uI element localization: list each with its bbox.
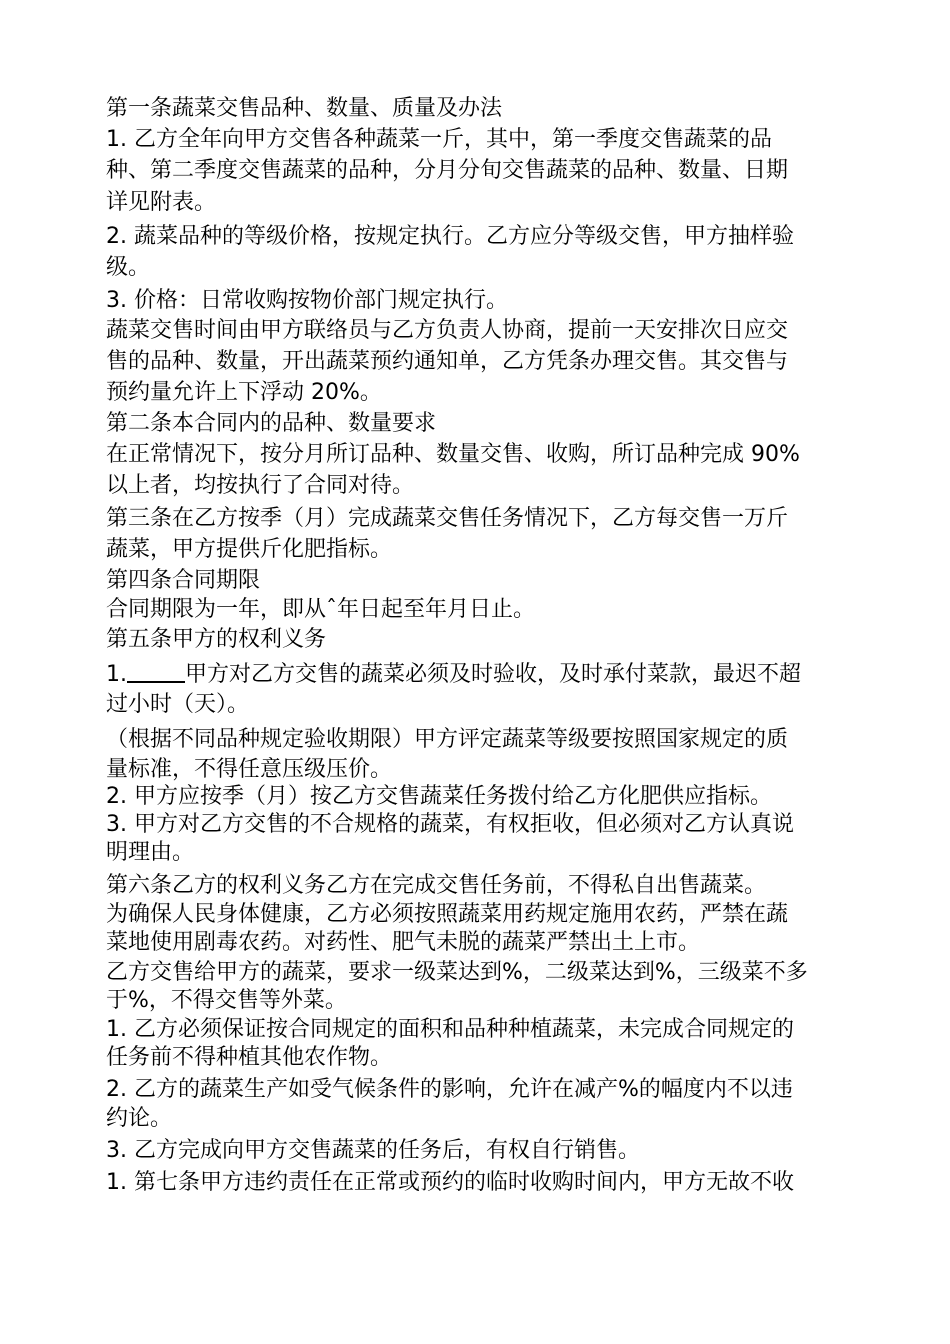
paragraph-line: 于%，不得交售等外菜。 (106, 988, 347, 1013)
paragraph-text: 甲方对乙方交售的蔬菜必须及时验收，及时承付菜款，最迟不超 (185, 662, 802, 687)
paragraph-line: 2. 甲方应按季（月）按乙方交售蔬菜任务拨付给乙方化肥供应指标。 (106, 784, 772, 809)
paragraph-line: 3. 价格：日常收购按物价部门规定执行。 (106, 288, 508, 313)
paragraph-line: 约论。 (106, 1106, 173, 1131)
paragraph-line: 预约量允许上下浮动 20%。 (106, 380, 382, 405)
paragraph-line: 菜地使用剧毒农药。对药性、肥气未脱的蔬菜严禁出土上市。 (106, 930, 701, 955)
item-number: 1. (106, 662, 127, 687)
paragraph-line: 过小时（天）。 (106, 692, 250, 717)
paragraph-line: 蔬菜交售时间由甲方联络员与乙方负责人协商，提前一天安排次日应交 (106, 318, 789, 343)
paragraph-line: 乙方交售给甲方的蔬菜，要求一级菜达到%，二级菜达到%，三级菜不多 (106, 960, 808, 985)
article-4-heading: 第四条合同期限 (106, 568, 261, 593)
paragraph-line: 售的品种、数量，开出蔬菜预约通知单，乙方凭条办理交售。其交售与 (106, 349, 789, 374)
fill-in-blank (127, 659, 185, 683)
paragraph-line-with-blank (106, 659, 866, 690)
paragraph-line: 合同期限为一年，即从ˆ年日起至年月日止。 (106, 597, 536, 622)
paragraph-line: 1. 乙方全年向甲方交售各种蔬菜一斤，其中，第一季度交售蔬菜的品 (106, 127, 772, 152)
paragraph-line: 为确保人民身体健康，乙方必须按照蔬菜用药规定施用农药，严禁在蔬 (106, 902, 789, 927)
article-1-heading: 第一条蔬菜交售品种、数量、质量及办法 (106, 96, 503, 121)
article-2-heading: 第二条本合同内的品种、数量要求 (106, 411, 437, 436)
article-3-line: 第三条在乙方按季（月）完成蔬菜交售任务情况下，乙方每交售一万斤 (106, 506, 789, 531)
paragraph-line: （根据不同品种规定验收期限）甲方评定蔬菜等级要按照国家规定的质 (106, 727, 789, 752)
paragraph-line: 详见附表。 (106, 190, 217, 215)
paragraph-line: 3. 甲方对乙方交售的不合规格的蔬菜，有权拒收，但必须对乙方认真说 (106, 812, 794, 837)
paragraph-line: 3. 乙方完成向甲方交售蔬菜的任务后，有权自行销售。 (106, 1138, 640, 1163)
paragraph-line: 量标准，不得任意压级压价。 (106, 757, 393, 782)
paragraph-line: 1. 乙方必须保证按合同规定的面积和品种种植蔬菜，未完成合同规定的 (106, 1017, 794, 1042)
paragraph-line: 2. 蔬菜品种的等级价格，按规定执行。乙方应分等级交售，甲方抽样验 (106, 224, 794, 249)
paragraph-line: 以上者，均按执行了合同对待。 (106, 473, 415, 498)
paragraph-line: 在正常情况下，按分月所订品种、数量交售、收购，所订品种完成 90% (106, 442, 800, 467)
article-6-line: 第六条乙方的权利义务乙方在完成交售任务前，不得私自出售蔬菜。 (106, 873, 767, 898)
paragraph-line: 明理由。 (106, 840, 195, 865)
paragraph-line: 种、第二季度交售蔬菜的品种，分月分旬交售蔬菜的品种、数量、日期 (106, 158, 789, 183)
article-7-line: 1. 第七条甲方违约责任在正常或预约的临时收购时间内，甲方无故不收 (106, 1170, 794, 1195)
paragraph-line: 级。 (106, 255, 151, 280)
article-5-heading: 第五条甲方的权利义务 (106, 627, 327, 652)
paragraph-line: 任务前不得种植其他农作物。 (106, 1045, 393, 1070)
paragraph-line: 蔬菜，甲方提供斤化肥指标。 (106, 537, 393, 562)
paragraph-line: 2. 乙方的蔬菜生产如受气候条件的影响，允许在减产%的幅度内不以违 (106, 1077, 793, 1102)
